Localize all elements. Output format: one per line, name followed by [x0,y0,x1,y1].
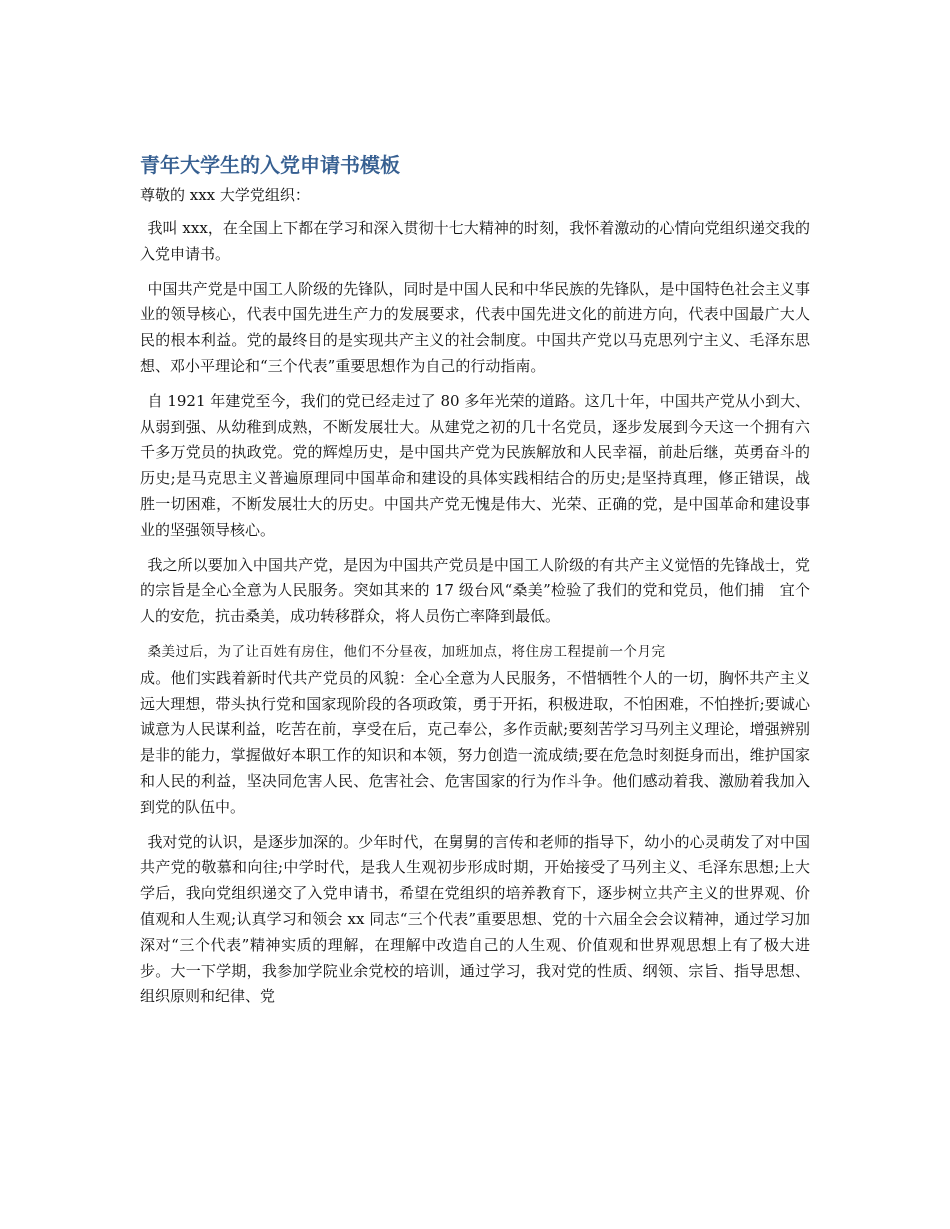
paragraph-5-first-line: 桑美过后，为了让百姓有房住，他们不分昼夜，加班加点，将住房工程提前一个月完 [147,643,666,660]
document-body [140,150,810,1019]
paragraph-5-rest: 成。他们实践着新时代共产党员的风貌：全心全意为人民服务，不惜牺牲个人的一切，胸怀共产主义远大理想，带头执行党和国家现阶段的各项政策，勇于开拓，积极进取，不怕困难，不怕挫折;要诚心诚意为人民谋利益，吃苦在前，享受在后，克己奉公，多作贡献;要刻苦学习马列主义理论，增强辨别是非的能力，掌握做好本职工作的知识和本领，努力创造一流成绩;要在危急时刻挺身而出，维护国家和人民的利益，坚决同危害人民、危害社会、危害国家的行为作斗争。他们感动着我、激励着我加入到党的队伍中。 [140,668,810,816]
salutation: 尊敬的 xxx 大学党组织： [140,186,310,204]
paragraph-3: 自 1921 年建党至今，我们的党已经走过了 80 多年光荣的道路。这几十年，中国共产党从小到大、从弱到强、从幼稚到成熟，不断发展壮大。从建党之初的几十名党员，逐步发展到今天这一个拥有六千多万党员的执政党。党的辉煌历史，是中国共产党为民族解放和人民幸福，前赴后继，英勇奋斗的历史;是马克思主义普遍原理同中国革命和建设的具体实践相结合的历史;是坚持真理，修正错误，战胜一切困难，不断发展壮大的历史。中国共产党无愧是伟大、光荣、正确的党，是中国革命和建设事业的坚强领导核心。 [140,391,810,539]
paragraph-5 [140,639,810,821]
document-title: 青年大学生的入党申请书模板 [140,153,400,177]
paragraph-6: 我对党的认识，是逐步加深的。少年时代，在舅舅的言传和老师的指导下，幼小的心灵萌发了对中国共产党的敬慕和向往;中学时代，是我人生观初步形成时期，开始接受了马列主义、毛泽东思想;上大学后，我向党组织递交了入党申请书，希望在党组织的培养教育下，逐步树立共产主义的世界观、价值观和人生观;认真学习和领会 xx 同志“三个代表”重要思想、党的十六届全会会议精神，通过学习加深对“三个代表”精神实质的理解，在理解中改造自己的人生观、价值观和世界观思想上有了极大进步。大一下学期，我参加学院业余党校的培训，通过学习，我对党的性质、纲领、宗旨、指导思想、组织原则和纪律、党 [140,832,810,1006]
paragraph-2: 中国共产党是中国工人阶级的先锋队，同时是中国人民和中华民族的先锋队，是中国特色社会主义事业的领导核心，代表中国先进生产力的发展要求，代表中国先进文化的前进方向，代表中国最广大人民的根本利益。党的最终目的是实现共产主义的社会制度。中国共产党以马克思列宁主义、毛泽东思想、邓小平理论和“三个代表”重要思想作为自己的行动指南。 [140,279,810,375]
paragraph-4: 我之所以要加入中国共产党，是因为中国共产党员是中国工人阶级的有共产主义觉悟的先锋战士，党的宗旨是全心全意为人民服务。突如其来的 17 级台风“桑美”检验了我们的党和党员，他们捕 宜个人的安危，抗击桑美，成功转移群众，将人员伤亡率降到最低。 [140,555,810,626]
paragraph-1: 我叫 xxx，在全国上下都在学习和深入贯彻十七大精神的时刻，我怀着激动的心情向党组织递交我的入党申请书。 [140,219,810,263]
